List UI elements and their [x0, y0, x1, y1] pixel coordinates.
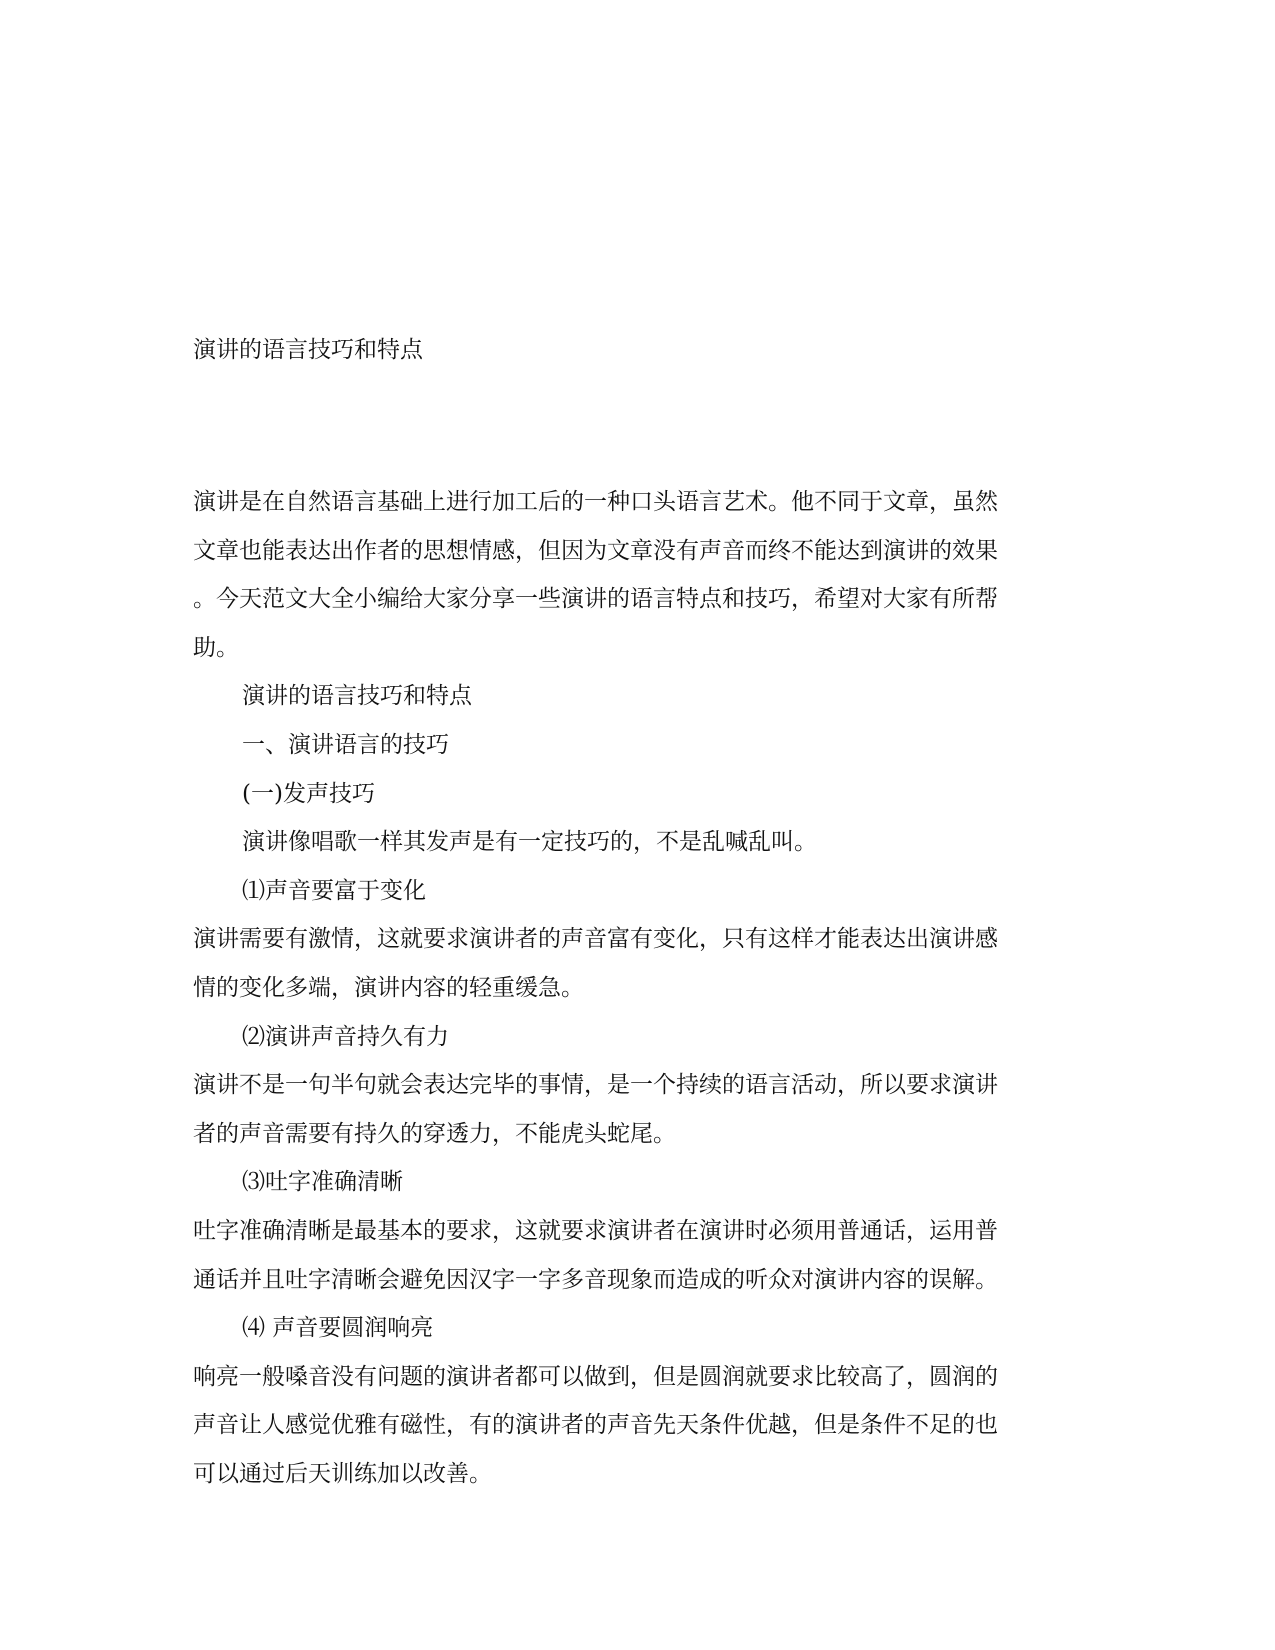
text-line: (一)发声技巧 [242, 780, 375, 807]
text-line: ⑴声音要富于变化 [242, 877, 426, 904]
text-line: 可以通过后天训练加以改善。 [193, 1460, 492, 1487]
text-line: 吐字准确清晰是最基本的要求，这就要求演讲者在演讲时必须用普通话，运用普 [193, 1217, 998, 1244]
text-line: 助。 [193, 634, 239, 661]
text-line: 声音让人感觉优雅有磁性，有的演讲者的声音先天条件优越，但是条件不足的也 [193, 1412, 998, 1439]
document-body [193, 478, 1093, 1498]
text-line: 文章也能表达出作者的思想情感，但因为文章没有声音而终不能达到演讲的效果 [193, 537, 998, 564]
text-line: 通话并且吐字清晰会避免因汉字一字多音现象而造成的听众对演讲内容的误解。 [193, 1266, 998, 1293]
text-line: 一、演讲语言的技巧 [242, 731, 449, 758]
text-line: 演讲的语言技巧和特点 [242, 683, 472, 710]
text-line: ⑵演讲声音持久有力 [242, 1023, 449, 1050]
text-line: 响亮一般嗓音没有问题的演讲者都可以做到，但是圆润就要求比较高了，圆润的 [193, 1363, 998, 1390]
text-line: 演讲像唱歌一样其发声是有一定技巧的，不是乱喊乱叫。 [242, 829, 817, 856]
text-line: 者的声音需要有持久的穿透力，不能虎头蛇尾。 [193, 1120, 676, 1147]
text-line: 情的变化多端，演讲内容的轻重缓急。 [193, 974, 584, 1001]
text-line: 演讲是在自然语言基础上进行加工后的一种口头语言艺术。他不同于文章，虽然 [193, 489, 998, 515]
text-line: 。今天范文大全小编给大家分享一些演讲的语言特点和技巧，希望对大家有所帮 [193, 586, 998, 613]
text-line: 演讲不是一句半句就会表达完毕的事情，是一个持续的语言活动，所以要求演讲 [193, 1072, 998, 1099]
document-title: 演讲的语言技巧和特点 [193, 337, 423, 363]
text-line: ⑶吐字准确清晰 [242, 1169, 403, 1196]
text-line: 演讲需要有激情，这就要求演讲者的声音富有变化，只有这样才能表达出演讲感 [193, 926, 998, 953]
text-line: ⑷ 声音要圆润响亮 [242, 1315, 434, 1342]
